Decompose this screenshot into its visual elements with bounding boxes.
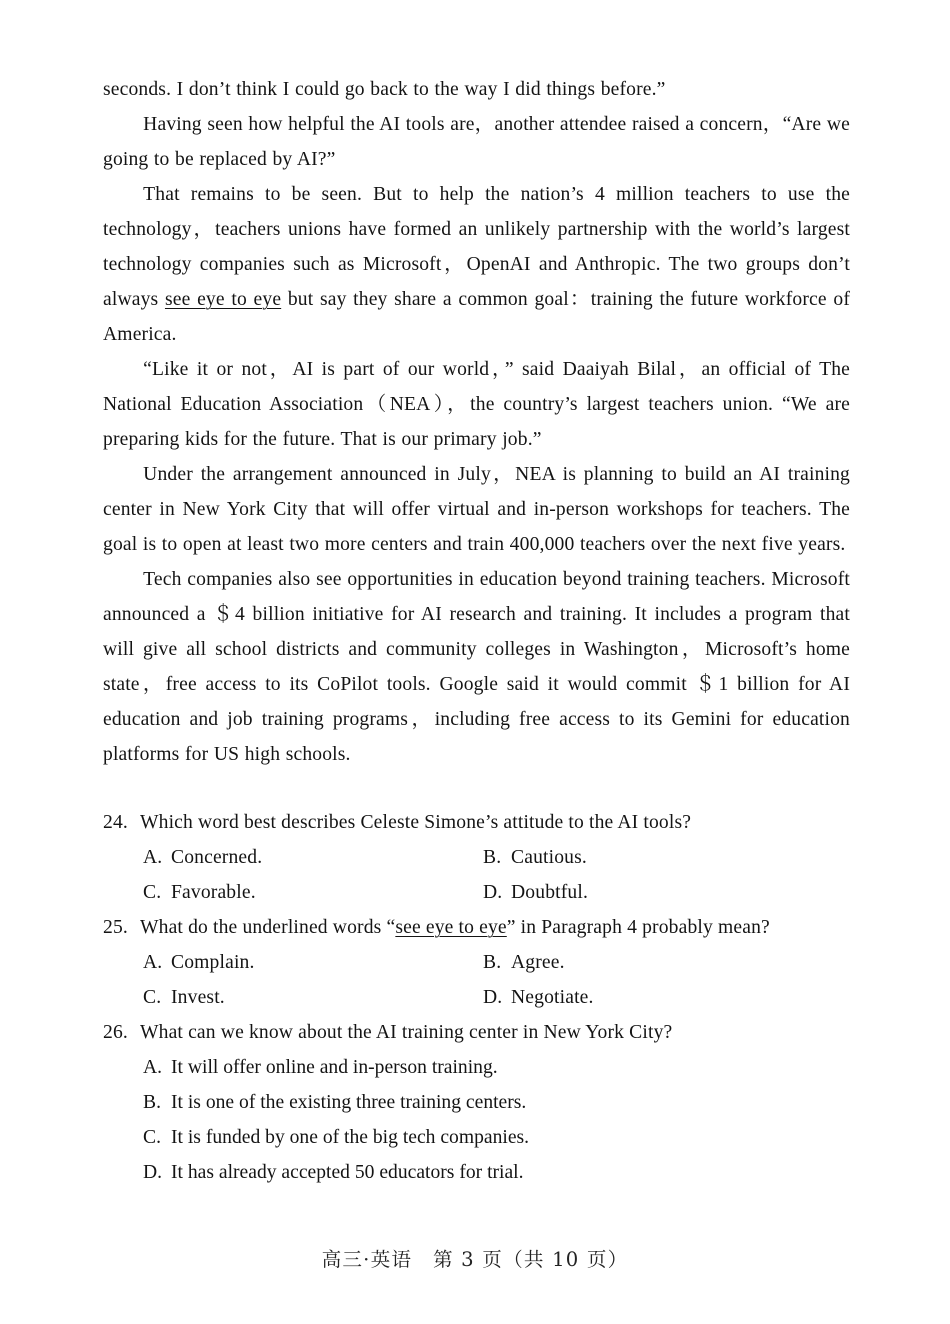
question-24-option-c[interactable] bbox=[143, 875, 483, 910]
option-letter: A. bbox=[143, 1057, 163, 1078]
question-25-option-a[interactable] bbox=[143, 945, 483, 980]
question-26-stem bbox=[103, 1015, 850, 1050]
question-25-stem-text-before: What do the underlined words “ bbox=[140, 917, 396, 938]
option-letter: C. bbox=[143, 1127, 161, 1148]
question-24-stem bbox=[103, 805, 850, 840]
option-text: Cautious. bbox=[511, 847, 587, 868]
option-letter: B. bbox=[483, 952, 502, 973]
question-26-options bbox=[103, 1050, 850, 1190]
question-25-option-c[interactable] bbox=[143, 980, 483, 1015]
question-24-option-d[interactable] bbox=[483, 875, 823, 910]
question-25 bbox=[103, 910, 850, 1015]
question-26-option-a[interactable] bbox=[103, 1050, 850, 1085]
option-text: Complain. bbox=[171, 952, 255, 973]
option-text: Doubtful. bbox=[511, 882, 588, 903]
question-26-stem-text: What can we know about the AI training center in New York City? bbox=[140, 1022, 673, 1043]
page-footer bbox=[0, 1245, 950, 1275]
option-letter: B. bbox=[143, 1092, 161, 1113]
question-24-option-b[interactable] bbox=[483, 840, 823, 875]
option-text: Invest. bbox=[171, 987, 225, 1008]
option-letter: A. bbox=[143, 847, 163, 868]
passage-paragraph-3 bbox=[103, 177, 850, 352]
option-text: Concerned. bbox=[171, 847, 263, 868]
option-row bbox=[103, 840, 850, 875]
option-letter: A. bbox=[143, 952, 163, 973]
question-26-option-b[interactable] bbox=[103, 1085, 850, 1120]
question-24 bbox=[103, 805, 850, 910]
option-row bbox=[103, 945, 850, 980]
option-text: Negotiate. bbox=[511, 987, 594, 1008]
question-25-number: 25. bbox=[103, 917, 128, 938]
passage-paragraph-5: Under the arrangement announced in July，NEA is planning to build an AI training center in New York City that will offer virtual and in-person workshops for teachers. The goal is to open at least two more centers and train 400,000 teachers over the next five years. bbox=[103, 464, 850, 555]
passage-paragraph-2: Having seen how helpful the AI tools are，another attendee raised a concern，“Are we going to be replaced by AI?” bbox=[103, 114, 850, 170]
question-25-option-d[interactable] bbox=[483, 980, 823, 1015]
option-text: Agree. bbox=[511, 952, 565, 973]
passage-paragraph-1: seconds. I don’t think I could go back to the way I did things before.” bbox=[103, 79, 666, 100]
option-text: It is funded by one of the big tech companies. bbox=[171, 1127, 530, 1148]
question-25-option-b[interactable] bbox=[483, 945, 823, 980]
question-26-option-d[interactable] bbox=[103, 1155, 850, 1190]
question-25-stem-text-after: ” in Paragraph 4 probably mean? bbox=[506, 917, 770, 938]
page-content bbox=[103, 72, 850, 1190]
passage-paragraph-6: Tech companies also see opportunities in education beyond training teachers. Microsoft announced a ＄4 billion initiative for AI research and training. It includes a program that will give all school districts and community colleges in Washington，Microsoft’s home state，free access to its CoPilot tools. Google said it would commit ＄1 billion for AI education and job training programs，including free access to its Gemini for education platforms for US high schools. bbox=[103, 569, 850, 765]
option-text: It has already accepted 50 educators for trial. bbox=[171, 1162, 524, 1183]
option-letter: C. bbox=[143, 882, 162, 903]
passage-paragraph-3-text-after: but say they share a common goal：training the future workforce of America. bbox=[103, 289, 850, 345]
option-text: It is one of the existing three training centers. bbox=[171, 1092, 527, 1113]
option-row bbox=[103, 875, 850, 910]
option-row bbox=[103, 980, 850, 1015]
option-letter: D. bbox=[483, 882, 503, 903]
passage-paragraph-4: “Like it or not，AI is part of our world，” said Daaiyah Bilal，an official of The National Education Association（NEA），the country’s largest teachers union. “We are preparing kids for the future. That is our primary job.” bbox=[103, 359, 850, 450]
question-26-number: 26. bbox=[103, 1022, 128, 1043]
question-26 bbox=[103, 1015, 850, 1190]
option-letter: C. bbox=[143, 987, 162, 1008]
option-text: Favorable. bbox=[171, 882, 256, 903]
idiom-see-eye-to-eye: see eye to eye bbox=[164, 289, 282, 310]
question-25-options bbox=[103, 945, 850, 1015]
question-26-option-c[interactable] bbox=[103, 1120, 850, 1155]
question-24-options bbox=[103, 840, 850, 910]
questions-section bbox=[103, 805, 850, 1190]
passage-paragraph-3-text-before: That remains to be seen. But to help the nation’s 4 million teachers to use the technology，teachers unions have formed an unlikely partnership with the world’s largest technology companies such as Microsoft，OpenAI and Anthropic. The two groups don’t always bbox=[103, 184, 850, 310]
option-letter: D. bbox=[143, 1162, 163, 1183]
idiom-see-eye-to-eye-reference: see eye to eye bbox=[395, 917, 507, 938]
question-24-number: 24. bbox=[103, 812, 128, 833]
option-text: It will offer online and in-person training. bbox=[171, 1057, 498, 1078]
question-24-stem-text: Which word best describes Celeste Simone’s attitude to the AI tools? bbox=[140, 812, 692, 833]
question-24-option-a[interactable] bbox=[143, 840, 483, 875]
reading-passage bbox=[103, 72, 850, 772]
option-letter: B. bbox=[483, 847, 502, 868]
question-25-stem bbox=[103, 910, 850, 945]
option-letter: D. bbox=[483, 987, 503, 1008]
footer-text: 高三·英语 第 3 页（共 10 页） bbox=[321, 1248, 629, 1271]
